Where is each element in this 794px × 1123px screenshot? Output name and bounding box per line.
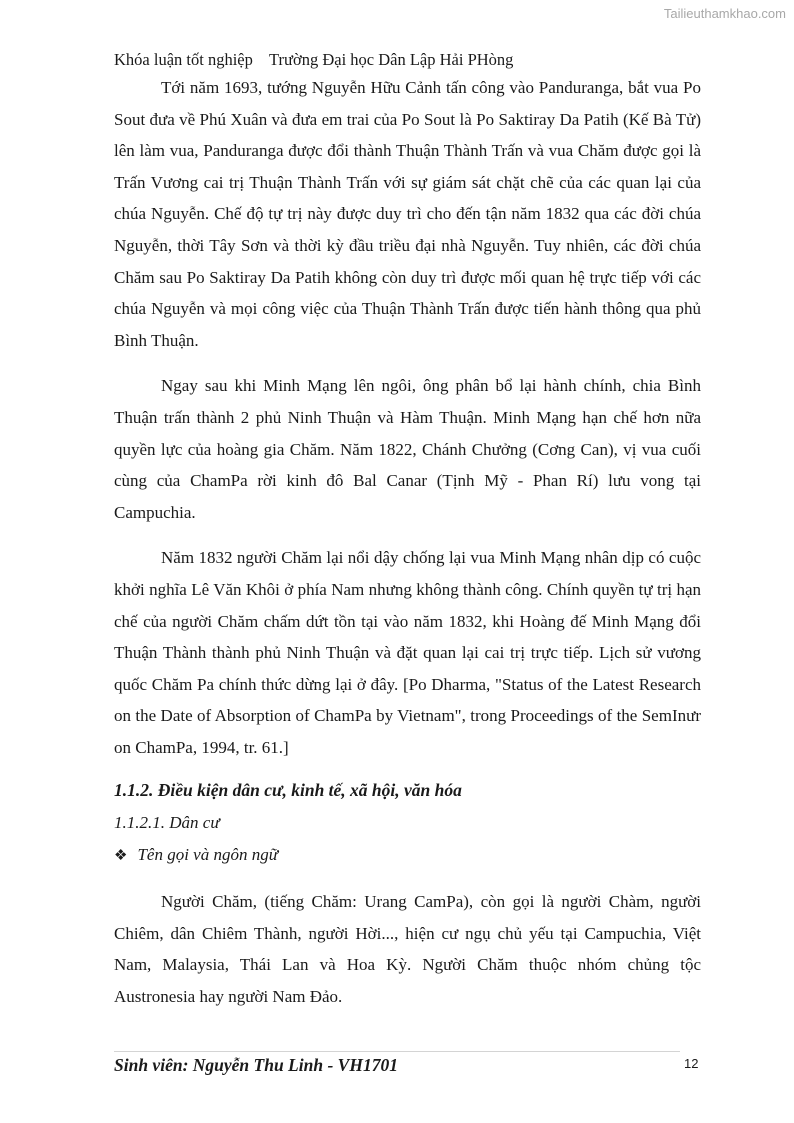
page-content xyxy=(114,72,701,1013)
paragraph-4: Người Chăm, (tiếng Chăm: Urang CamPa), còn gọi là người Chàm, người Chiêm, dân Chiêm Thành, người Hời..., hiện cư ngụ chủ yếu tại Campuchia, Việt Nam, Malaysia, Thái Lan và Hoa Kỳ. Người Chăm thuộc nhóm chủng tộc Austronesia hay người Nam Đảo. xyxy=(114,892,701,1007)
section-heading: 1.1.2. Điều kiện dân cư, kinh tế, xã hội, văn hóa xyxy=(114,780,462,801)
paragraph-1: Tới năm 1693, tướng Nguyễn Hữu Cảnh tấn công vào Panduranga, bắt vua Po Sout đưa về Phú Xuân và đưa em trai của Po Sout là Po Saktiray Da Patih (Kế Bà Tử) lên làm vua, Panduranga được đổi thành Thuận Thành Trấn và vua Chăm được gọi là Trấn Vương cai trị Thuận Thành Trấn với sự giám sát chặt chẽ của các quan lại của chúa Nguyễn. Chế độ tự trị này được duy trì cho đến tận năm 1832 qua các đời chúa Nguyễn, thời Tây Sơn và thời kỳ đầu triều đại nhà Nguyễn. Tuy nhiên, các đời chúa Chăm sau Po Saktiray Da Patih không còn duy trì được mối quan hệ trực tiếp với các chúa Nguyễn và mọi công việc của Thuận Thành Trấn được tiến hành thông qua phủ Bình Thuận. xyxy=(114,78,701,350)
paragraph-2: Ngay sau khi Minh Mạng lên ngôi, ông phân bổ lại hành chính, chia Bình Thuận trấn thành 2 phủ Ninh Thuận và Hàm Thuận. Minh Mạng hạn chế hơn nữa quyền lực của hoàng gia Chăm. Năm 1822, Chánh Chưởng (Cơng Can), vị vua cuối cùng của ChamPa rời kinh đô Bal Canar (Tịnh Mỹ - Phan Rí) lưu vong tại Campuchia. xyxy=(114,376,701,522)
running-header: Khóa luận tốt nghiệp Trường Đại học Dân Lập Hải PHòng xyxy=(114,50,514,69)
watermark: Tailieuthamkhao.com xyxy=(663,6,786,21)
bullet-heading xyxy=(114,839,701,873)
subsection-heading: 1.1.2.1. Dân cư xyxy=(114,813,220,833)
footer-student: Sinh viên: Nguyễn Thu Linh - VH1701 xyxy=(114,1055,398,1075)
page-number: 12 xyxy=(684,1056,699,1071)
paragraph-3: Năm 1832 người Chăm lại nổi dậy chống lại vua Minh Mạng nhân dịp có cuộc khởi nghĩa Lê Văn Khôi ở phía Nam nhưng không thành công. Chính quyền tự trị hạn chế của người Chăm chấm dứt tồn tại vào năm 1832, khi Hoàng đế Minh Mạng đổi Thuận Thành thành phủ Ninh Thuận và đặt quan lại cai trị trực tiếp. Lịch sử vương quốc Chăm Pa chính thức dừng lại ở đây. [Po Dharma, "Status of the Latest Research on the Date of Absorption of ChamPa by Vietnam", trong Proceedings of the SemInưr on ChamPa, 1994, tr. 61.] xyxy=(114,548,701,757)
diamond-bullet-icon: ❖ xyxy=(114,847,128,864)
bullet-heading-text: Tên gọi và ngôn ngữ xyxy=(137,844,278,864)
footer-divider xyxy=(114,1051,680,1052)
